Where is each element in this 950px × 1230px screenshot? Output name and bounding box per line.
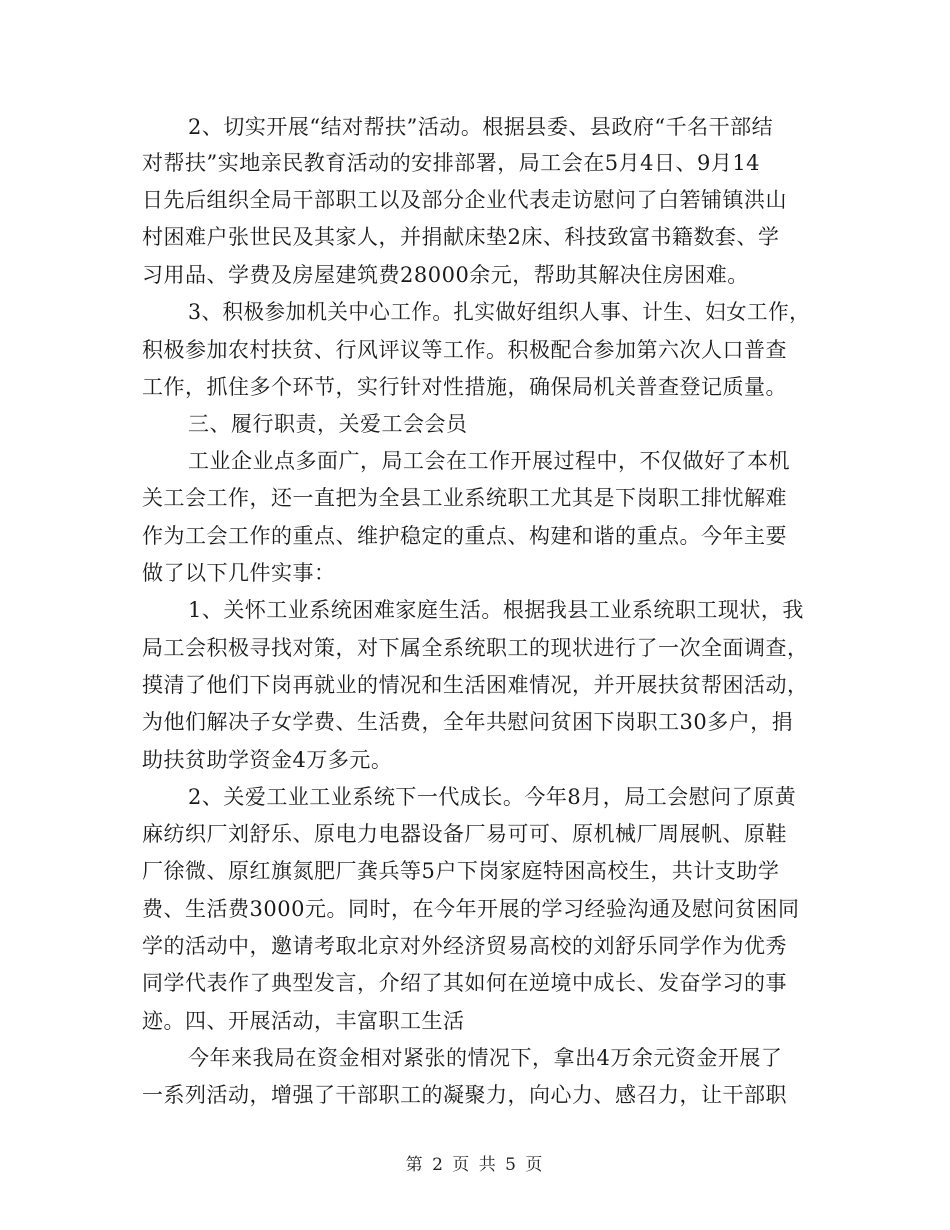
text-line: 1、关怀工业系统困难家庭生活。根据我县工业系统职工现状，我 [188,598,804,622]
text-line: 作为工会工作的重点、维护稳定的重点、构建和谐的重点。今年主要 [142,524,787,548]
section-heading: 三、履行职责，关爱工会会员 [188,412,468,436]
page-number-footer: 第 2 页 共 5 页 [405,1155,545,1175]
text-line: 2、关爱工业工业系统下一代成长。今年8月，局工会慰问了原黄 [188,785,797,809]
text-line: 局工会积极寻找对策，对下属全系统职工的现状进行了一次全面调查， [142,636,809,660]
text-line: 学的活动中，邀请考取北京对外经济贸易高校的刘舒乐同学作为优秀 [142,934,787,958]
text-line: 助扶贫助学资金4万多元。 [142,748,393,772]
text-line: 工作，抓住多个环节，实行针对性措施，确保局机关普查登记质量。 [142,375,787,399]
text-line: 积极参加农村扶贫、行风评议等工作。积极配合参加第六次人口普查 [142,338,787,362]
text-line: 做了以下几件实事： [142,561,336,585]
text-line: 关工会工作，还一直把为全县工业系统职工尤其是下岗职工排忧解难 [142,486,787,510]
text-line: 对帮扶”实地亲民教育活动的安排部署，局工会在5月4日、9月14 [142,151,761,175]
text-line: 今年来我局在资金相对紧张的情况下，拿出4万余元资金开展了 [188,1046,783,1070]
text-line: 3、积极参加机关中心工作。扎实做好组织人事、计生、妇女工作， [188,300,811,324]
text-line: 一系列活动，增强了干部职工的凝聚力，向心力、感召力，让干部职 [142,1083,787,1107]
text-line: 日先后组织全局干部职工以及部分企业代表走访慰问了白箬铺镇洪山 [142,188,787,212]
text-line: 习用品、学费及房屋建筑费28000余元，帮助其解决住房困难。 [142,263,749,287]
text-line: 费、生活费3000元。同时，在今年开展的学习经验沟通及慰问贫困同 [142,897,800,921]
text-line: 为他们解决子女学费、生活费，全年共慰问贫困下岗职工30多户，捐 [142,710,794,734]
text-line: 工业企业点多面广，局工会在工作开展过程中，不仅做好了本机 [188,449,790,473]
text-line: 迹。四、开展活动，丰富职工生活 [142,1009,465,1033]
text-line: 厂徐微、原红旗氮肥厂龚兵等5户下岗家庭特困高校生，共计支助学 [142,859,780,883]
text-line: 2、切实开展“结对帮扶”活动。根据县委、县政府“千名干部结 [188,115,774,139]
text-line: 摸清了他们下岗再就业的情况和生活困难情况，并开展扶贫帮困活动， [142,673,809,697]
text-line: 麻纺织厂刘舒乐、原电力电器设备厂易可可、原机械厂周展帆、原鞋 [142,822,787,846]
text-line: 村困难户张世民及其家人，并捐献床垫2床、科技致富书籍数套、学 [142,225,780,249]
text-line: 同学代表作了典型发言，介绍了其如何在逆境中成长、发奋学习的事 [142,971,787,995]
